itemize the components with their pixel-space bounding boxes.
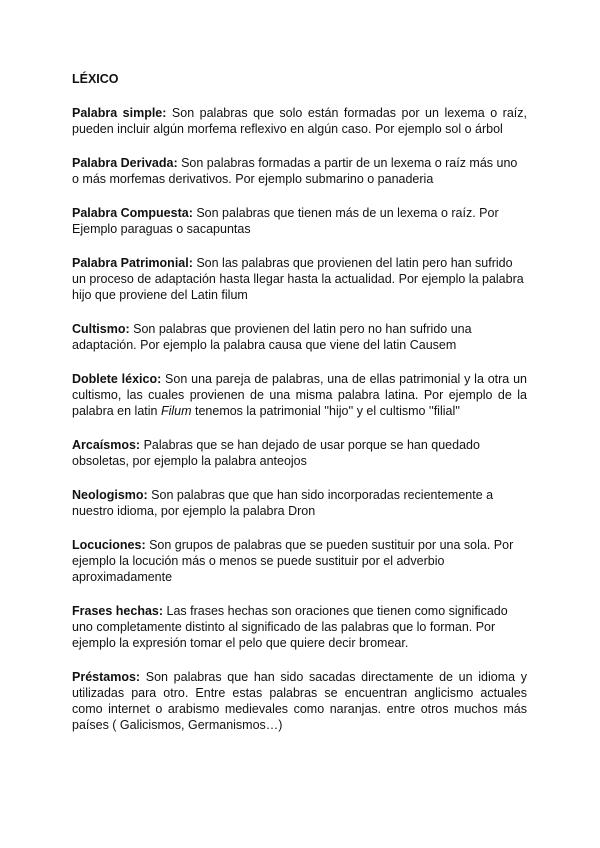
- entry-term: Cultismo:: [72, 322, 130, 336]
- entry-definition: Son palabras que provienen del latin pero no han sufrido una adaptación. Por ejemplo la palabra causa que viene del latin Causem: [72, 322, 472, 352]
- entry-definition-italic: Filum: [160, 404, 192, 418]
- entry-term: Arcaísmos:: [72, 438, 141, 452]
- entry-definition: Palabras que se han dejado de usar porque se han quedado obsoletas, por ejemplo la palabra anteojos: [72, 438, 480, 468]
- entry-palabra-patrimonial: [72, 255, 527, 303]
- entry-term: Palabra Derivada:: [72, 156, 178, 170]
- entry-definition: Son palabras formadas a partir de un lexema o raíz más uno o más morfemas derivativos. Por ejemplo submarino o panaderia: [72, 156, 518, 186]
- entry-palabra-compuesta: [72, 205, 527, 237]
- entry-definition: Son palabras que que han sido incorporadas recientemente a nuestro idioma, por ejemplo la palabra Dron: [72, 488, 494, 518]
- document-page: [72, 72, 527, 751]
- entry-definition: Son grupos de palabras que se pueden sustituir por una sola. Por ejemplo la locución más o menos se puede sustituir por el adverbio aproximadamente: [72, 538, 514, 584]
- entry-term: Préstamos:: [72, 670, 141, 684]
- entry-definition: tenemos la patrimonial ''hijo'' y el cultismo ''filial'': [191, 404, 461, 418]
- entry-prestamos: [72, 669, 527, 733]
- entry-neologismo: [72, 487, 527, 519]
- entry-term: Neologismo:: [72, 488, 148, 502]
- document-title: LÉXICO: [72, 72, 119, 86]
- entry-palabra-simple: [72, 105, 527, 137]
- entry-term: Frases hechas:: [72, 604, 164, 618]
- entry-definition: Son las palabras que provienen del latin pero han sufrido un proceso de adaptación hasta llegar hasta la actualidad. Por ejemplo la palabra hijo que proviene del Latin filum: [72, 256, 524, 302]
- entry-doblete-lexico: [72, 371, 527, 419]
- entry-term: Palabra Patrimonial:: [72, 256, 193, 270]
- entry-palabra-derivada: [72, 155, 527, 187]
- entry-term: Palabra Compuesta:: [72, 206, 193, 220]
- entry-locuciones: [72, 537, 527, 585]
- entry-definition: Son una pareja de palabras, una de ellas patrimonial y la otra un cultismo, las cuales provienen de una misma palabra latina. Por ejemplo de la palabra en latin: [72, 372, 527, 418]
- entry-term: Locuciones:: [72, 538, 146, 552]
- entry-definition: Son palabras que solo están formadas por un lexema o raíz, pueden incluir algún morfema reflexivo en algún caso. Por ejemplo sol o árbol: [72, 106, 527, 136]
- entry-cultismo: [72, 321, 527, 353]
- entry-definition: Son palabras que han sido sacadas directamente de un idioma y utilizadas para otro. Entre estas palabras se encuentran anglicismo actuales como internet o arabismo medievales como naranjas. entre otros muchos más países ( Galicismos, Germanismos…): [72, 670, 527, 732]
- entry-arcaismos: [72, 437, 527, 469]
- entry-definition: Las frases hechas son oraciones que tienen como significado uno completamente distinto al significado de las palabras que lo forman. Por ejemplo la expresión tomar el pelo que quiere decir bromear.: [72, 604, 508, 650]
- entry-definition: Son palabras que tienen más de un lexema o raíz. Por Ejemplo paraguas o sacapuntas: [72, 206, 499, 236]
- entry-term: Palabra simple:: [72, 106, 167, 120]
- entry-term: Doblete léxico:: [72, 372, 162, 386]
- entry-frases-hechas: [72, 603, 527, 651]
